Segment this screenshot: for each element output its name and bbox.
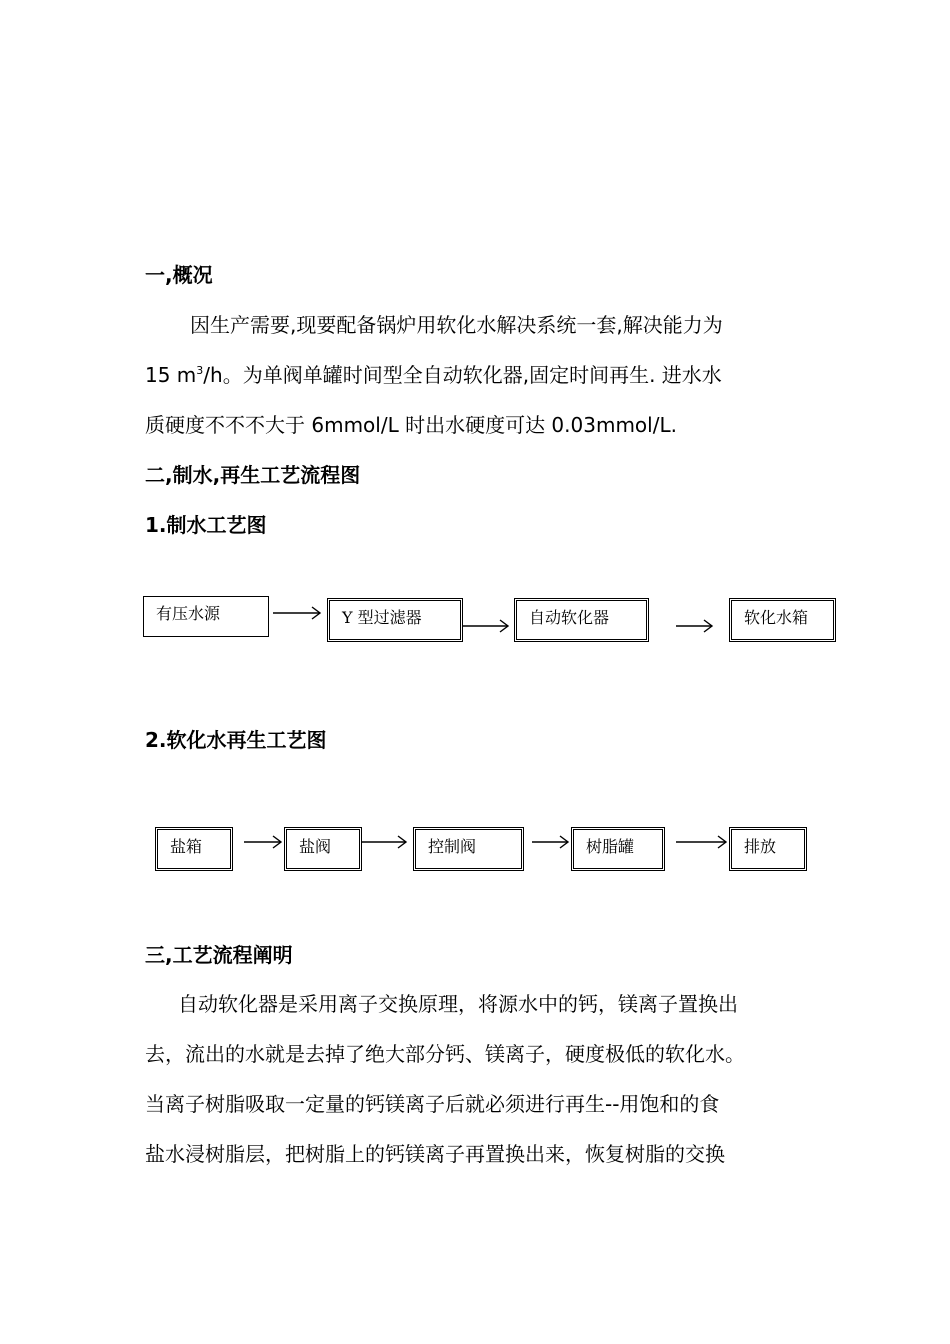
flow1-arrow-3 <box>676 620 712 632</box>
flow1-arrow-2 <box>462 620 508 632</box>
flow1-box-filter-label: Y 型过滤器 <box>342 608 422 627</box>
flow2-title: 2.软化水再生工艺图 <box>145 728 327 752</box>
section2-heading: 二,制水,再生工艺流程图 <box>145 463 361 487</box>
line2-pre: 15 m <box>145 363 197 387</box>
section3-line3: 当离子树脂吸取一定量的钙镁离子后就必须进行再生--用饱和的食 <box>145 1092 720 1116</box>
flow2-box-saltvalve-label: 盐阀 <box>299 837 332 856</box>
flow2-box-controlvalve-label: 控制阀 <box>428 837 477 856</box>
flow1-box-softener-label: 自动软化器 <box>529 608 610 627</box>
flow1-box-tank-label: 软化水箱 <box>744 608 809 627</box>
flow2-arrow-2 <box>362 836 406 848</box>
section3-line1: 自动软化器是采用离子交换原理，将源水中的钙，镁离子置换出 <box>178 992 738 1016</box>
flow2-arrow-3 <box>532 836 568 848</box>
section1-heading: 一,概况 <box>145 263 213 287</box>
flow2-arrow-4 <box>676 836 726 848</box>
flow2-box-drain-label: 排放 <box>744 837 777 856</box>
flow1-title: 1.制水工艺图 <box>145 513 267 537</box>
flow2-box-saltbox-label: 盐箱 <box>170 837 203 856</box>
flow2-arrow-1 <box>244 836 281 848</box>
line2-post: /h。为单阀单罐时间型全自动软化器,固定时间再生. 进水水 <box>203 363 722 387</box>
flow1-arrow-1 <box>273 607 320 619</box>
section3-heading: 三,工艺流程阐明 <box>145 943 293 967</box>
section3-line4: 盐水浸树脂层，把树脂上的钙镁离子再置换出来，恢复树脂的交换 <box>145 1142 725 1166</box>
line2-sup: 3 <box>196 364 204 377</box>
section1-line1: 因生产需要,现要配备锅炉用软化水解决系统一套,解决能力为 <box>190 313 723 337</box>
section3-line2: 去，流出的水就是去掉了绝大部分钙、镁离子，硬度极低的软化水。 <box>145 1042 745 1066</box>
section1-line3: 质硬度不不不大于 6mmol/L 时出水硬度可达 0.03mmol/L. <box>145 413 677 437</box>
flow2-box-resintank-label: 树脂罐 <box>586 837 635 856</box>
flow1-box-source-label: 有压水源 <box>156 604 221 623</box>
